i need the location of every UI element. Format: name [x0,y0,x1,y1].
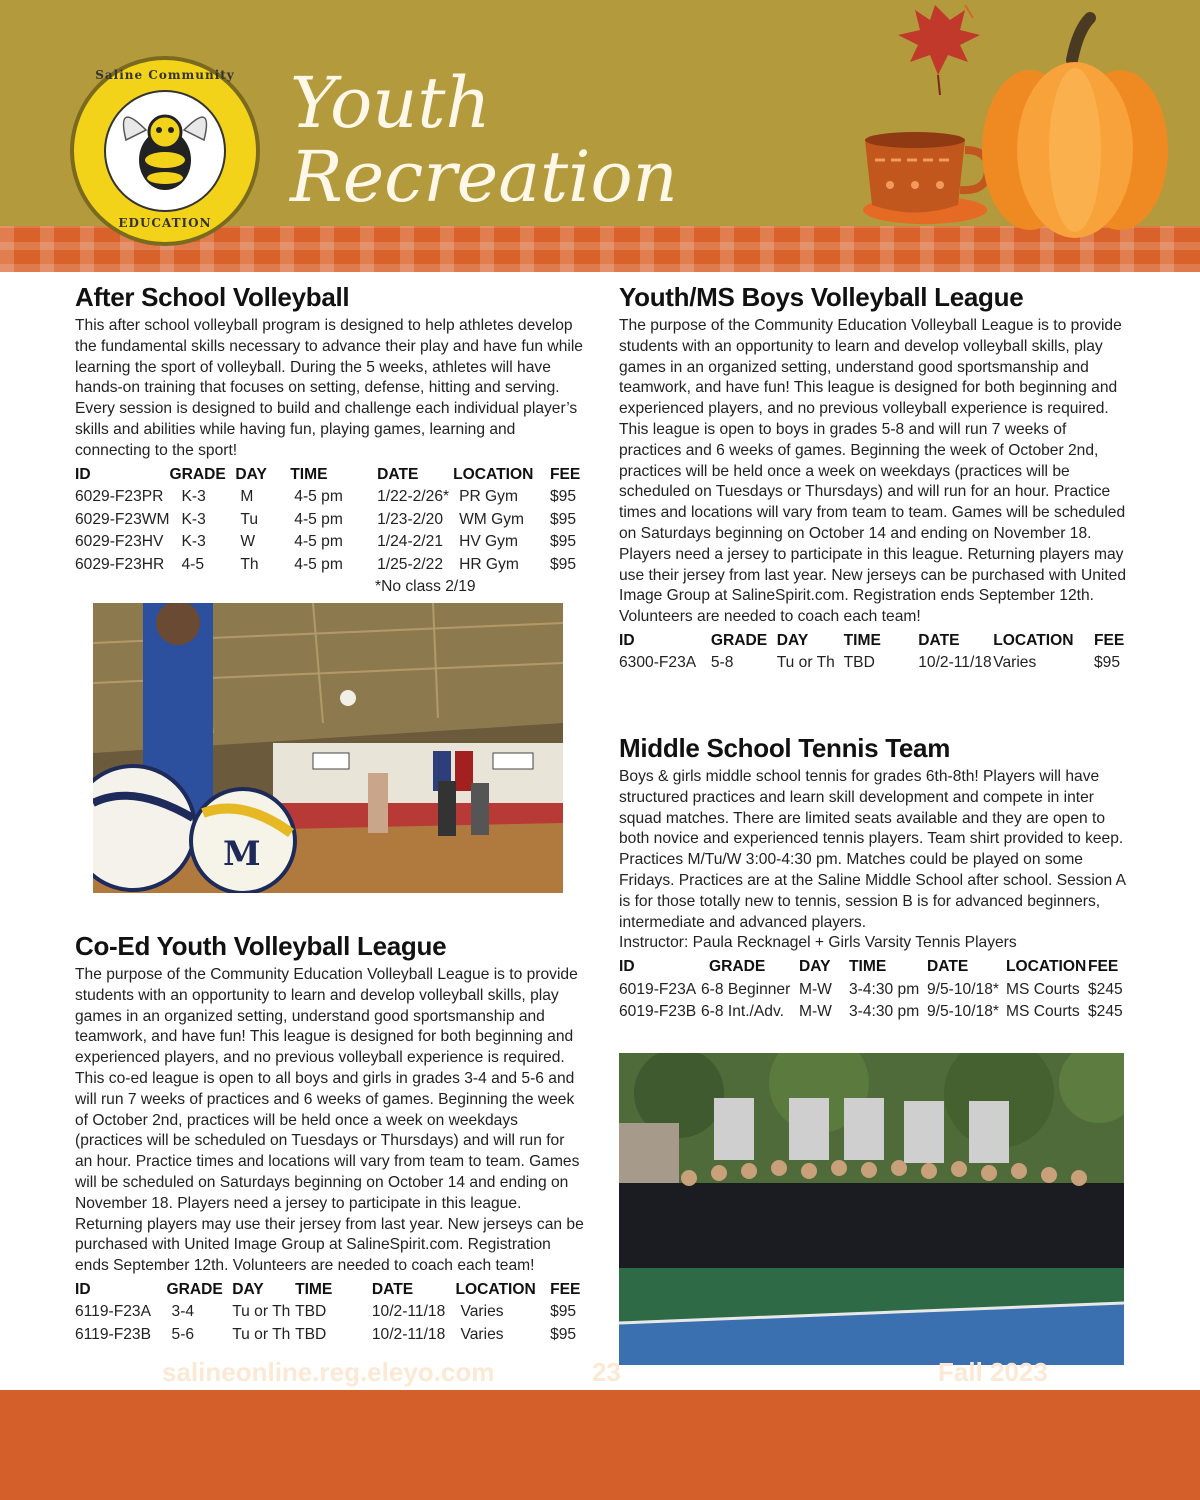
cell-grade: 6-8 Int./Adv. [701,1003,784,1021]
table-row [75,509,585,532]
page-number: 23 [592,1357,621,1387]
cell-time: 3-4:30 pm [849,980,920,998]
coed-youth-volleyball-section [75,931,585,1346]
col-header-fee: FEE [1088,958,1119,976]
footer-bar [0,1390,1200,1500]
cell-fee: $245 [1088,980,1123,998]
col-header-location: LOCATION [1006,958,1087,976]
coed-youth-volleyball-table [75,1279,585,1347]
cell-grade: 5-6 [171,1325,195,1343]
coed-youth-volleyball-description: The purpose of the Community Education Volleyball League is to provide students with an opportunity to learn and develop volleyball skills, play games in an organized setting, understand good sportsmanship and teamwork, and have fun! This league is designed for both beginning and experienced players, and no previous volleyball experience is required. This co-ed league is open to all boys and girls in grades 3-4 and 5-6 and will run 7 weeks of practices and 6 weeks of games. Beginning the week of October 2nd, practices will be held once a week on weekdays (practices will be scheduled on Tuesdays or Thursdays) and will run for an hour. Practice times and locations will vary from team to team. Games will be scheduled on Saturdays beginning on October 14 and ending on November 18. Players need a jersey to participate in this league. Returning players may use their jersey from last year. New jerseys can be purchased with United Image Group at SalineSpirit.com. Registration ends September 12th. Volunteers are needed to coach each team! [75,966,584,1275]
col-header-time: TIME [295,1280,333,1298]
cell-time: 4-5 pm [294,510,343,528]
col-header-fee: FEE [550,1280,581,1298]
cell-fee: $95 [550,1325,577,1343]
after-school-volleyball-section [75,282,585,598]
col-header-grade: GRADE [166,1280,223,1298]
cell-grade: 3-4 [171,1303,195,1321]
cell-date: 1/25-2/22 [377,555,443,573]
col-header-grade: GRADE [710,631,768,649]
table-row [75,1324,585,1347]
coed-youth-volleyball-title: Co-Ed Youth Volleyball League [75,931,447,961]
pumpkin-icon [982,18,1168,238]
maple-leaf-icon [898,5,980,95]
cell-id: 6119-F23B [75,1325,151,1343]
cell-day: Tu or Th [232,1303,291,1321]
cell-grade: 4-5 [181,555,205,573]
table-row [75,554,585,577]
cell-time: TBD [295,1303,327,1321]
table-row [619,979,1128,1002]
cell-day: Tu [240,510,259,528]
cell-day: W [240,533,256,551]
cell-location: MS Courts [1006,980,1080,998]
cell-location: WM Gym [459,510,525,528]
col-header-day: DAY [799,958,831,976]
saline-community-education-logo [70,56,260,246]
cell-location: MS Courts [1006,1003,1080,1021]
after-school-volleyball-table [75,464,585,577]
table-header-row [75,464,585,487]
cell-grade: K-3 [181,533,206,551]
logo-bottom-text: EDUCATION [118,216,212,230]
cell-day: Tu or Th [232,1325,291,1343]
middle-school-tennis-table [619,956,1128,1024]
cell-date: 10/2-11/18 [371,1325,446,1343]
cell-id: 6029-F23PR [75,488,164,506]
cell-location: HR Gym [459,555,519,573]
cell-grade: K-3 [181,488,206,506]
table-row [75,486,585,509]
col-header-location: LOCATION [453,465,534,483]
cell-time: 4-5 pm [294,533,343,551]
table-header-row [619,630,1129,653]
autumn-decoration [840,0,1200,272]
tennis-team-photo [619,1053,1124,1365]
cell-location: Varies [460,1303,504,1321]
col-header-id: ID [75,465,91,483]
volleyball-gym-photo [93,603,563,893]
page-title [290,62,678,218]
cell-location: HV Gym [459,533,518,551]
col-header-fee: FEE [549,465,581,483]
cell-date: 1/23-2/20 [377,510,443,528]
col-header-time: TIME [843,631,881,649]
cell-fee: $245 [1088,1003,1123,1021]
cell-id: 6300-F23A [619,654,697,672]
table-row [75,531,585,554]
cell-grade: 5-8 [710,654,734,672]
cell-location: Varies [993,654,1037,672]
cell-date: 10/2-11/18 [918,654,992,672]
col-header-date: DATE [377,465,419,483]
after-school-volleyball-title: After School Volleyball [75,282,350,312]
no-class-note: *No class 2/19 [375,578,476,596]
cell-time: 3-4:30 pm [849,1003,920,1021]
cell-fee: $95 [549,510,576,528]
col-header-id: ID [619,631,635,649]
cell-day: M-W [799,980,832,998]
cell-fee: $95 [549,555,576,573]
col-header-day: DAY [776,631,809,649]
logo-top-text: Saline Community [95,68,235,82]
col-header-time: TIME [290,465,328,483]
cell-location: PR Gym [459,488,518,506]
table-row [619,1001,1128,1024]
middle-school-tennis-title: Middle School Tennis Team [619,733,951,763]
col-header-time: TIME [849,958,887,976]
cell-day: M-W [799,1003,832,1021]
boys-volleyball-league-table [619,630,1129,675]
teacup-icon [863,132,988,224]
col-header-date: DATE [918,631,960,649]
cell-time: TBD [295,1325,327,1343]
cell-id: 6029-F23HV [75,533,164,551]
cell-id: 6119-F23A [75,1303,151,1321]
cell-time: TBD [843,654,875,672]
cell-fee: $95 [549,488,576,506]
col-header-date: DATE [371,1280,414,1298]
cell-date: 1/22-2/26* [377,488,450,506]
col-header-grade: GRADE [709,958,766,976]
cell-grade: K-3 [181,510,206,528]
boys-volleyball-league-title: Youth/MS Boys Volleyball League [619,282,1024,312]
col-header-id: ID [75,1280,91,1298]
tennis-instructor: Instructor: Paula Recknagel + Girls Varsity Tennis Players [619,934,1017,952]
cell-location: Varies [460,1325,504,1343]
cell-day: Tu or Th [776,654,835,672]
table-row [619,652,1129,675]
cell-id: 6029-F23HR [75,555,165,573]
table-row [75,1301,585,1324]
cell-fee: $95 [549,533,576,551]
middle-school-tennis-section [619,733,1134,1024]
svg-text:M: M [223,834,261,874]
col-header-day: DAY [232,1280,264,1298]
cell-id: 6019-F23A [619,980,697,998]
cell-day: M [240,488,254,506]
cell-time: 4-5 pm [294,488,343,506]
col-header-id: ID [619,958,635,976]
cell-date: 1/24-2/21 [377,533,443,551]
footer-season: Fall 2023 [938,1357,1048,1387]
middle-school-tennis-description: Boys & girls middle school tennis for grades 6th-8th! Players will have structured practices and learn skill development and compete in inter squad matches. There are limited seats available and they are open to both novice and experienced tennis players. Team shirt provided to keep. Practices M/Tu/W 3:00-4:30 pm. Matches could be played on some Fridays. Practices are at the Saline Middle School after school. Session A is for those totally new to tennis, session B is for advanced beginners, intermediate and advanced players. [619,768,1126,931]
cell-day: Th [240,555,259,573]
col-header-location: LOCATION [455,1280,536,1298]
title-line-youth: Youth [290,62,491,144]
table-header-row [75,1279,585,1302]
footer-url: salineonline.reg.eleyo.com [162,1357,495,1387]
cell-grade: 6-8 Beginner [701,980,791,998]
cell-id: 6019-F23B [619,1003,697,1021]
boys-volleyball-league-section [619,282,1129,675]
cell-id: 6029-F23WM [75,510,170,528]
cell-fee: $95 [1094,654,1121,672]
cell-time: 4-5 pm [294,555,343,573]
col-header-day: DAY [235,465,267,483]
cell-date: 9/5-10/18* [927,1003,999,1021]
table-header-row [619,956,1128,979]
col-header-date: DATE [927,958,969,976]
cell-date: 10/2-11/18 [371,1303,446,1321]
cell-fee: $95 [550,1303,577,1321]
col-header-location: LOCATION [993,631,1074,649]
cell-date: 9/5-10/18* [927,980,999,998]
boys-volleyball-league-description: The purpose of the Community Education Volleyball League is to provide students with an opportunity to learn and develop volleyball skills, play games in an organized setting, understand good sportsmanship and teamwork, and have fun! This league is designed for both beginning and experienced players, and no previous volleyball experience is required. This league is open to boys in grades 5-8 and will run 7 weeks of practices and 6 weeks of games. Beginning the week of October 2nd, practices will be held once a week on weekdays (practices will be scheduled on Tuesdays or Thursdays) and will run for an hour. Practice times and locations will vary from team to team. Games will be scheduled on Saturdays beginning on October 14 and ending on November 18. Players need a jersey to participate in this league. Returning players may use their jersey from last year. New jerseys can be purchased with United Image Group at SalineSpirit.com. Registration ends September 12th. Volunteers are needed to coach each team! [619,317,1127,626]
col-header-grade: GRADE [169,465,226,483]
title-line-recreation: Recreation [290,136,678,218]
after-school-volleyball-description: This after school volleyball program is designed to help athletes develop the fundamental skills necessary to advance their play and have fun while learning the sport of volleyball. During the 5 weeks, athletes will have hands-on training that focuses on setting, defense, hitting and serving. Every session is designed to build and challenge each individual player’s skills and abilities while having fun, playing games, learning and connecting to the sport! [75,317,583,459]
col-header-fee: FEE [1094,631,1125,649]
